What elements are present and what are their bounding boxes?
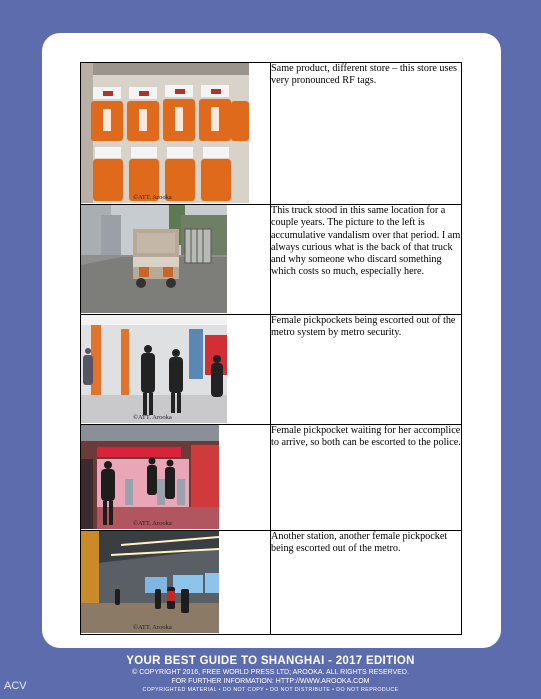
photo-razor-display	[81, 63, 270, 203]
photo-truck	[81, 205, 270, 313]
photo-credit: ©ATT. Arooka	[133, 194, 172, 201]
caption-cell: Another station, another female pickpocket being escorted out of the metro.	[271, 531, 462, 635]
photo-metro-corridor	[81, 531, 270, 633]
table-row	[81, 315, 462, 425]
caption-cell: Female pickpocket waiting for her accomplice to arrive, so both can be escorted to the police.	[271, 425, 462, 531]
photo-cell	[81, 315, 271, 425]
table-row	[81, 205, 462, 315]
photo-metro-gates	[81, 425, 270, 529]
table-row	[81, 63, 462, 205]
photo-credit: ©ATT. Arooka	[133, 414, 172, 421]
photo-cell	[81, 205, 271, 315]
photo-cell	[81, 63, 271, 205]
caption-cell: Female pickpockets being escorted out of the metro system by metro security.	[271, 315, 462, 425]
footer-title: YOUR BEST GUIDE TO SHANGHAI - 2017 EDITION	[126, 655, 415, 667]
footer-info-link[interactable]: FOR FURTHER INFORMATION: HTTP://WWW.AROOKA.COM	[171, 678, 370, 685]
footer-copyright: © COPYRIGHT 2016, FREE WORLD PRESS LTD; AROOKA. ALL RIGHTS RESERVED.	[132, 669, 409, 676]
table-row	[81, 531, 462, 635]
photo-credit: ©ATT. Arooka	[133, 520, 172, 527]
caption-cell: This truck stood in this same location for a couple years. The picture to the left is accumulative vandalism over that period. I am always curious what is the back of that truck and why someone who discard something which costs so much, especially here.	[271, 205, 462, 315]
corner-mark: ACV	[4, 680, 27, 692]
photo-cell	[81, 425, 271, 531]
caption-cell: Same product, different store – this store uses very pronounced RF tags.	[271, 63, 462, 205]
table-row	[81, 425, 462, 531]
photo-credit: ©ATT. Arooka	[133, 624, 172, 631]
footer-notice: COPYRIGHTED MATERIAL • DO NOT COPY • DO NOT DISTRIBUTE • DO NOT REPRODUCE	[142, 687, 399, 693]
photo-metro-concourse	[81, 315, 270, 423]
photo-caption-table	[80, 62, 462, 635]
photo-cell	[81, 531, 271, 635]
